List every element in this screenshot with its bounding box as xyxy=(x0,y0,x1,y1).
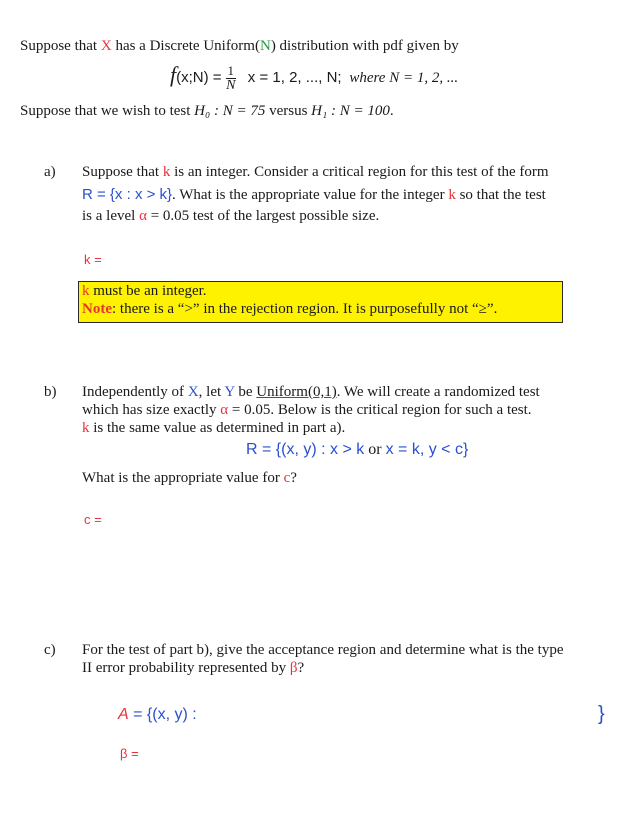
uniform-link: Uniform(0,1) xyxy=(256,384,337,400)
null-hypothesis: H₀ : N = 75 xyxy=(194,103,266,119)
beta-answer-field[interactable]: β = xyxy=(120,746,139,761)
critical-region-a: R = {x : x > k} xyxy=(82,186,173,203)
var-n: N xyxy=(259,38,271,54)
c-answer-field[interactable]: c = xyxy=(84,512,102,527)
intro-line-1: Suppose that X has a Discrete Uniform(N) distribution with pdf given by xyxy=(20,38,459,54)
acceptance-region[interactable]: A = {(x, y) : xyxy=(118,706,197,723)
pdf-fraction: $\frac{1}{N}$ xyxy=(226,62,236,93)
var-x: X xyxy=(100,38,112,54)
hypotheses-line: Suppose that we wish to test H₀ : N = 75 versus H₁ : N = 100. xyxy=(20,103,394,119)
acceptance-region-close: } xyxy=(598,703,605,725)
part-b-line-2: which has size exactly α = 0.05. Below is the critical region for such a test. xyxy=(82,402,532,418)
part-c-line-2: II error probability represented by β? xyxy=(82,660,305,676)
pdf-formula: f(x;N) = $\frac{1}{N}$ x = 1, 2, ..., N; where N = 1, 2, ... xyxy=(170,62,459,93)
k-answer-field[interactable]: k = xyxy=(84,252,102,267)
alt-hypothesis: H₁ : N = 100 xyxy=(311,103,390,119)
part-b-line-1: Independently of X, let Y be Uniform(0,1). We will create a randomized test xyxy=(82,384,540,400)
part-c-line-1: For the test of part b), give the acceptance region and determine what is the type xyxy=(82,642,564,658)
note-line-1: k must be an integer. xyxy=(82,283,207,299)
part-b-question: What is the appropriate value for c? xyxy=(82,470,297,486)
part-b-marker: b) xyxy=(44,384,57,400)
part-c-marker: c) xyxy=(44,642,56,658)
part-a-line-3: is a level α = 0.05 test of the largest possible size. xyxy=(82,208,380,224)
part-a-marker: a) xyxy=(44,164,56,180)
part-a-line-2: R = {x : x > k}. What is the appropriate value for the integer k so that the test xyxy=(82,186,546,203)
part-b-line-3: k is the same value as determined in part a). xyxy=(82,420,346,436)
part-a-line-1: Suppose that k is an integer. Consider a critical region for this test of the form xyxy=(82,164,549,180)
note-line-2: Note: there is a “>” in the rejection region. It is purposefully not “≥”. xyxy=(82,301,498,317)
critical-region-b: R = {(x, y) : x > k or x = k, y < c} xyxy=(246,441,469,458)
note-box xyxy=(78,281,563,323)
